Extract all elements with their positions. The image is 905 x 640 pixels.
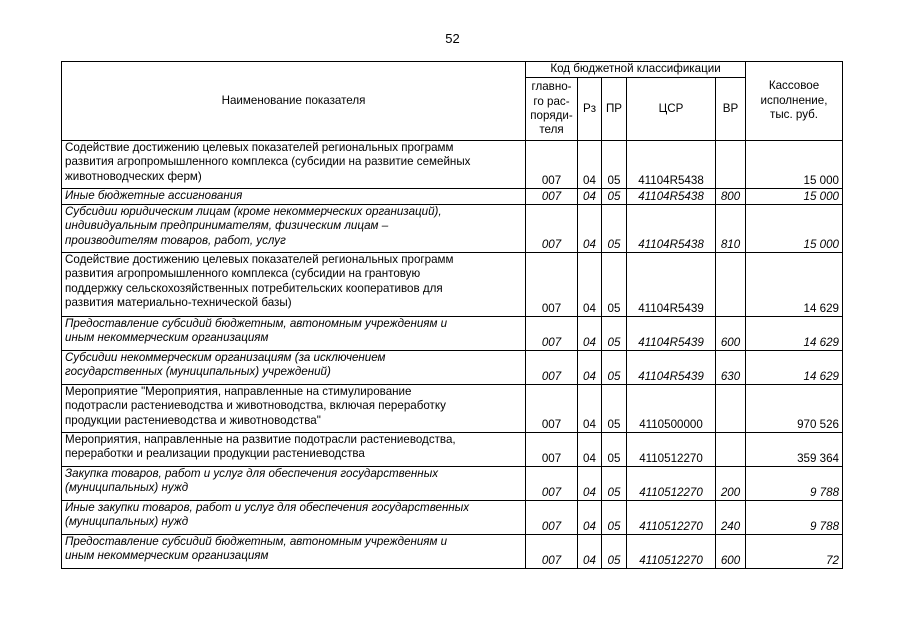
row-pr: 05 — [602, 253, 627, 317]
row-pr: 05 — [602, 385, 627, 433]
row-amount: 14 629 — [746, 253, 843, 317]
row-chief-manager: 007 — [526, 141, 578, 189]
row-csr: 4110512270 — [627, 433, 716, 467]
page-number: 52 — [445, 31, 460, 46]
row-vr — [716, 141, 746, 189]
table-row — [62, 189, 843, 205]
row-chief-manager: 007 — [526, 253, 578, 317]
row-rz: 04 — [578, 189, 602, 205]
row-pr: 05 — [602, 501, 627, 535]
row-name: Содействие достижению целевых показателей региональных программ развития агропромышленного комплекса (субсидии на грантовую поддержку сельскохозяйственных потребительских кооперативов для развития материально-технической базы) — [62, 253, 526, 317]
row-chief-manager: 007 — [526, 433, 578, 467]
table-row — [62, 501, 843, 535]
header-pr: ПР — [602, 78, 627, 141]
row-amount: 9 788 — [746, 501, 843, 535]
row-amount: 15 000 — [746, 205, 843, 253]
row-vr — [716, 253, 746, 317]
row-rz: 04 — [578, 317, 602, 351]
header-vr: ВР — [716, 78, 746, 141]
row-amount: 14 629 — [746, 351, 843, 385]
row-csr: 4110512270 — [627, 501, 716, 535]
row-csr: 41104R5439 — [627, 253, 716, 317]
row-name: Субсидии юридическим лицам (кроме некоммерческих организаций), индивидуальным предпринимателям, физическим лицам – производителям товаров, работ, услуг — [62, 205, 526, 253]
row-rz: 04 — [578, 205, 602, 253]
row-amount: 72 — [746, 535, 843, 569]
row-chief-manager: 007 — [526, 205, 578, 253]
row-chief-manager: 007 — [526, 385, 578, 433]
row-pr: 05 — [602, 467, 627, 501]
row-csr: 41104R5438 — [627, 189, 716, 205]
row-pr: 05 — [602, 317, 627, 351]
row-vr: 600 — [716, 317, 746, 351]
row-csr: 41104R5438 — [627, 205, 716, 253]
table-row — [62, 141, 843, 189]
table-row — [62, 385, 843, 433]
row-vr: 800 — [716, 189, 746, 205]
row-rz: 04 — [578, 433, 602, 467]
row-csr: 4110512270 — [627, 467, 716, 501]
row-name: Закупка товаров, работ и услуг для обеспечения государственных (муниципальных) нужд — [62, 467, 526, 501]
table-row — [62, 351, 843, 385]
header-cash-execution: Кассовое исполнение, тыс. руб. — [746, 62, 843, 141]
row-csr: 41104R5438 — [627, 141, 716, 189]
row-chief-manager: 007 — [526, 351, 578, 385]
row-vr: 810 — [716, 205, 746, 253]
table-row — [62, 433, 843, 467]
row-vr: 630 — [716, 351, 746, 385]
table-row — [62, 467, 843, 501]
row-amount: 15 000 — [746, 141, 843, 189]
table-row — [62, 253, 843, 317]
row-amount: 359 364 — [746, 433, 843, 467]
row-name: Содействие достижению целевых показателей региональных программ развития агропромышленного комплекса (субсидии на развитие семейных животноводческих ферм) — [62, 141, 526, 189]
row-csr: 4110500000 — [627, 385, 716, 433]
row-rz: 04 — [578, 535, 602, 569]
row-name: Мероприятия, направленные на развитие подотрасли растениеводства, переработки и реализации продукции растениеводства — [62, 433, 526, 467]
row-rz: 04 — [578, 385, 602, 433]
row-rz: 04 — [578, 467, 602, 501]
row-rz: 04 — [578, 141, 602, 189]
row-name: Иные бюджетные ассигнования — [62, 189, 526, 205]
row-pr: 05 — [602, 433, 627, 467]
row-amount: 9 788 — [746, 467, 843, 501]
header-rz: Рз — [578, 78, 602, 141]
row-name: Иные закупки товаров, работ и услуг для обеспечения государственных (муниципальных) нужд — [62, 501, 526, 535]
row-vr: 240 — [716, 501, 746, 535]
table-row — [62, 535, 843, 569]
row-name: Предоставление субсидий бюджетным, автономным учреждениям и иным некоммерческим организациям — [62, 317, 526, 351]
header-chief-manager: главно- го рас- поряди- теля — [526, 78, 578, 141]
row-vr: 600 — [716, 535, 746, 569]
row-vr — [716, 433, 746, 467]
row-chief-manager: 007 — [526, 467, 578, 501]
row-csr: 4110512270 — [627, 535, 716, 569]
row-pr: 05 — [602, 189, 627, 205]
header-name: Наименование показателя — [62, 62, 526, 141]
budget-table — [61, 61, 843, 569]
row-chief-manager: 007 — [526, 317, 578, 351]
row-rz: 04 — [578, 351, 602, 385]
row-chief-manager: 007 — [526, 501, 578, 535]
row-name: Предоставление субсидий бюджетным, автономным учреждениям и иным некоммерческим организациям — [62, 535, 526, 569]
row-pr: 05 — [602, 351, 627, 385]
row-name: Субсидии некоммерческим организациям (за исключением государственных (муниципальных) учреждений) — [62, 351, 526, 385]
row-pr: 05 — [602, 205, 627, 253]
row-vr: 200 — [716, 467, 746, 501]
row-amount: 15 000 — [746, 189, 843, 205]
header-csr: ЦСР — [627, 78, 716, 141]
row-chief-manager: 007 — [526, 189, 578, 205]
row-name: Мероприятие "Мероприятия, направленные на стимулирование подотрасли растениеводства и животноводства, включая переработку продукции растениеводства и животноводства" — [62, 385, 526, 433]
row-rz: 04 — [578, 253, 602, 317]
row-rz: 04 — [578, 501, 602, 535]
row-pr: 05 — [602, 141, 627, 189]
row-amount: 14 629 — [746, 317, 843, 351]
header-classification-code: Код бюджетной классификации — [526, 62, 746, 78]
row-csr: 41104R5439 — [627, 351, 716, 385]
row-amount: 970 526 — [746, 385, 843, 433]
row-csr: 41104R5439 — [627, 317, 716, 351]
row-chief-manager: 007 — [526, 535, 578, 569]
row-vr — [716, 385, 746, 433]
table-row — [62, 317, 843, 351]
row-pr: 05 — [602, 535, 627, 569]
table-row — [62, 205, 843, 253]
